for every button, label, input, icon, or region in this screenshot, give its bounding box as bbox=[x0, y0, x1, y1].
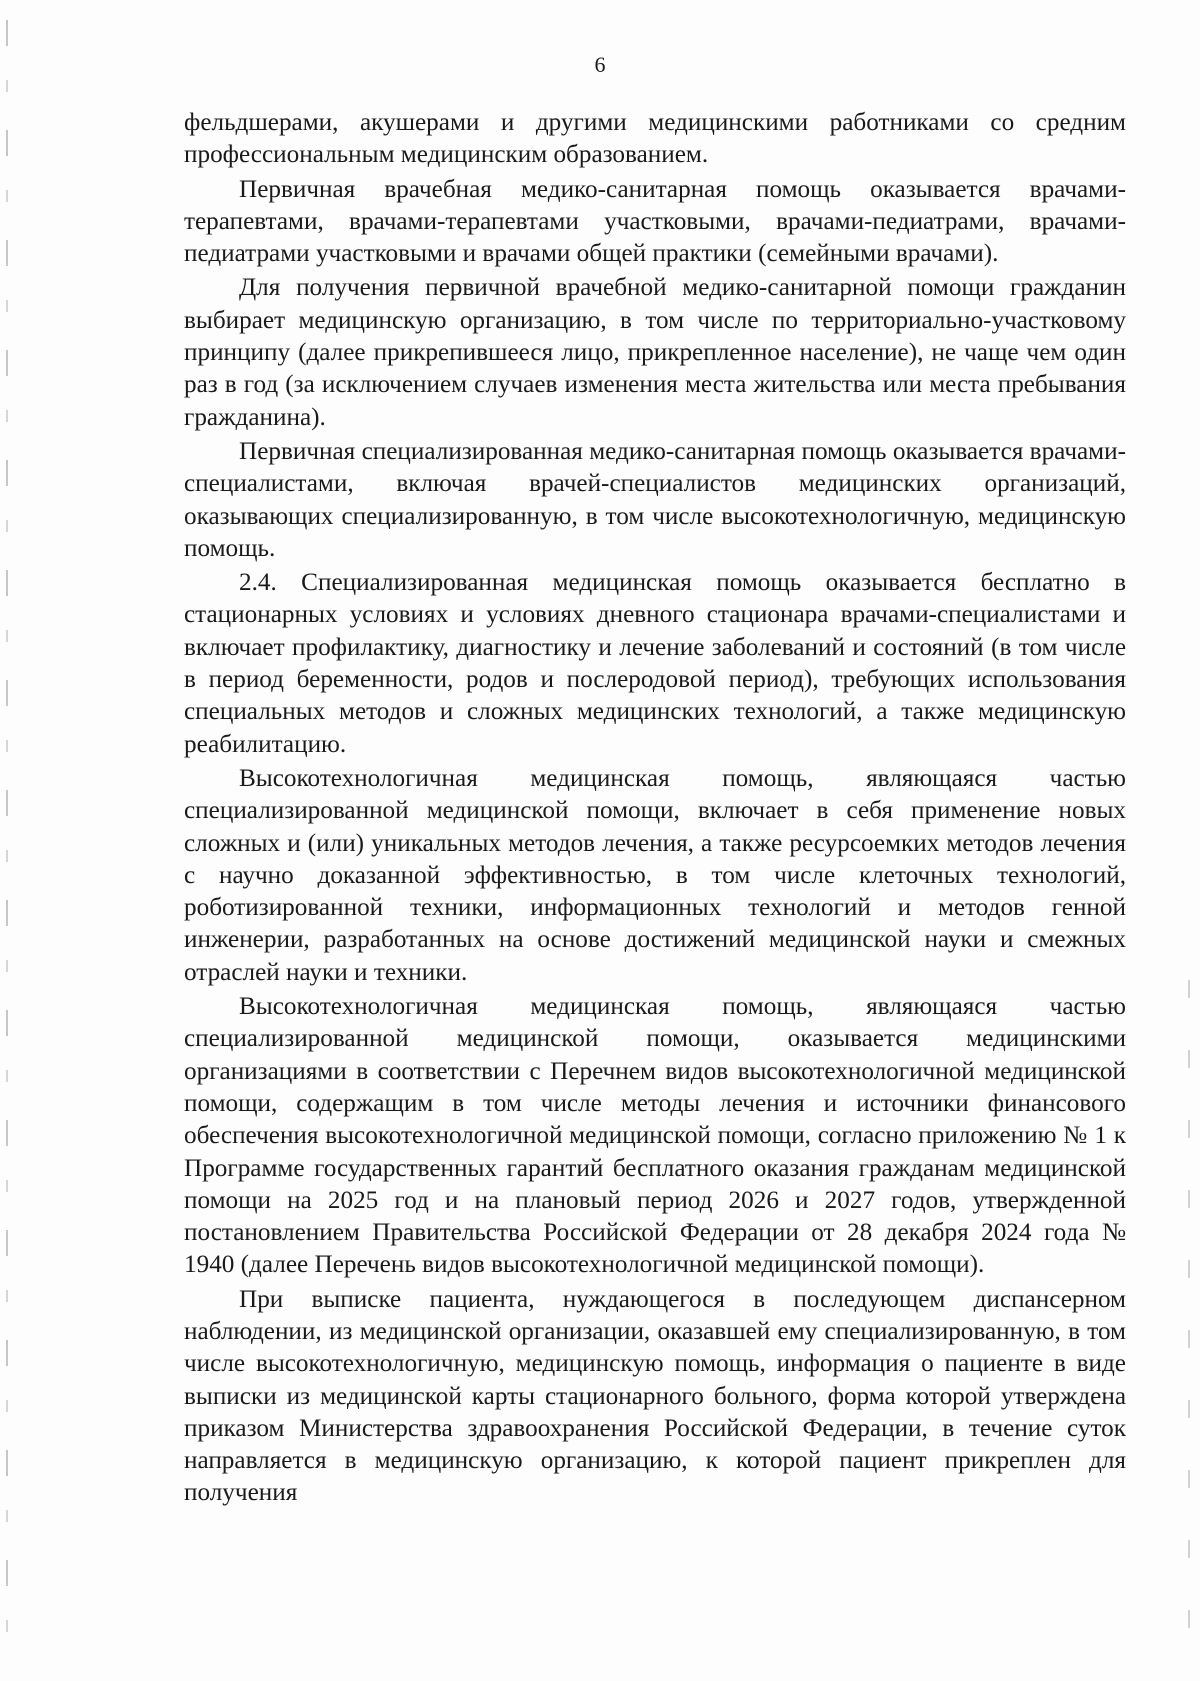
scan-edge-left bbox=[6, 20, 8, 1660]
paragraph: Первичная специализированная медико-санитарная помощь оказывается врачами-специалистами, включая врачей-специалистов медицинских организаций, оказывающих специализированную, в том числе высокотехнологичную, медицинскую помощь. bbox=[184, 437, 1126, 562]
paragraph: 2.4. Специализированная медицинская помощь оказывается бесплатно в стационарных условиях и условиях дневного стационара врачами-специалистами и включает профилактику, диагностику и лечение заболеваний и состояний (в том числе в период беременности, родов и послеродовой период), требующих использования специальных методов и сложных медицинских технологий, а также медицинскую реабилитацию. bbox=[184, 569, 1126, 758]
paragraph-continuation: фельдшерами, акушерами и другими медицинскими работниками со средним профессиональным медицинским образованием. bbox=[184, 109, 1126, 169]
paragraph: Высокотехнологичная медицинская помощь, являющаяся частью специализированной медицинской помощи, включает в себя применение новых сложных и (или) уникальных методов лечения, а также ресурсоемких методов лечения с научно доказанной эффективностью, в том числе клеточных технологий, роботизированной техники, информационных технологий и методов генной инженерии, разработанных на основе достижений медицинской науки и смежных отраслей науки и техники. bbox=[184, 764, 1126, 986]
page-number: 6 bbox=[594, 52, 606, 77]
paragraph: Высокотехнологичная медицинская помощь, являющаяся частью специализированной медицинской помощи, оказывается медицинскими организациями в соответствии с Перечнем видов высокотехнологичной медицинской помощи, содержащим в том числе методы лечения и источники финансового обеспечения высокотехнологичной медицинской помощи, согласно приложению № 1 к Программе государственных гарантий бесплатного оказания гражданам медицинской помощи на 2025 год и на плановый период 2026 и 2027 годов, утвержденной постановлением Правительства Российской Федерации от 28 декабря 2024 года № 1940 (далее Перечень видов высокотехнологичной медицинской помощи). bbox=[184, 993, 1126, 1279]
document-body bbox=[184, 107, 1126, 1512]
scan-edge-right bbox=[1188, 980, 1190, 1660]
paragraph: Для получения первичной врачебной медико-санитарной помощи гражданин выбирает медицинскую организацию, в том числе по территориально-участковому принципу (далее прикрепившееся лицо, прикрепленное население), не чаще чем один раз в год (за исключением случаев изменения места жительства или места пребывания гражданина). bbox=[184, 274, 1126, 431]
paragraph: При выписке пациента, нуждающегося в последующем диспансерном наблюдении, из медицинской организации, оказавшей ему специализированную, в том числе высокотехнологичную, медицинскую помощь, информация о пациенте в виде выписки из медицинской карты стационарного больного, форма которой утверждена приказом Министерства здравоохранения Российской Федерации, в течение суток направляется в медицинскую организацию, к которой пациент прикреплен для получения bbox=[184, 1285, 1126, 1507]
paragraph: Первичная врачебная медико-санитарная помощь оказывается врачами-терапевтами, врачами-терапевтами участковыми, врачами-педиатрами, врачами-педиатрами участковыми и врачами общей практики (семейными врачами). bbox=[184, 175, 1126, 268]
